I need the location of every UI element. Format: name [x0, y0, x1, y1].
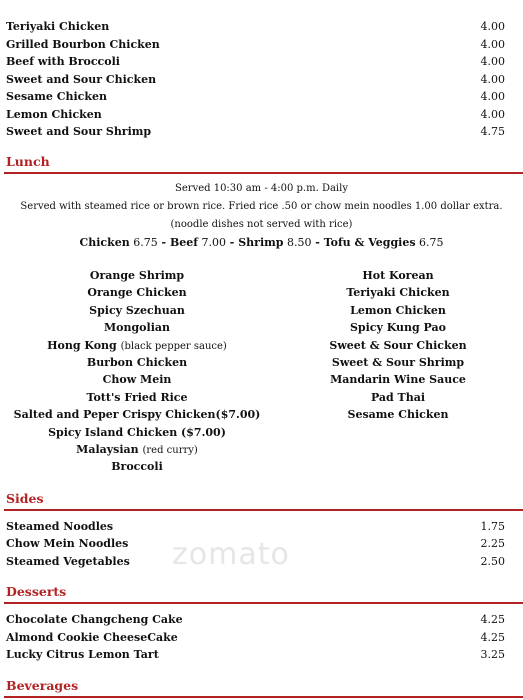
lunch-rice-note: Served with steamed rice or brown rice. Fried rice .50 or chow mein noodles 1.00 dollar extra. — [20, 201, 503, 212]
lunch-item: Spicy Kung Pao — [349, 321, 446, 335]
item-price: 4.75 — [480, 125, 505, 138]
item-name: Grilled Bourbon Chicken — [6, 37, 160, 51]
item-price: 4.00 — [480, 20, 505, 33]
item-price: 4.25 — [480, 630, 505, 644]
lunch-item: Sweet & Sour Chicken — [329, 338, 467, 352]
item-name: Steamed Vegetables — [6, 554, 130, 568]
item-price: 2.25 — [480, 537, 505, 550]
lunch-item: Sweet & Sour Shrimp — [331, 355, 465, 369]
menu-item — [6, 88, 505, 105]
menu-item — [6, 611, 505, 628]
section-divider — [4, 696, 523, 698]
combo-beef-price: 7.00 — [201, 235, 226, 249]
item-name: Sweet and Sour Shrimp — [6, 125, 152, 138]
lunch-item: Hong Kong (black pepper sauce) — [47, 338, 227, 352]
section-title-lunch: Lunch — [6, 154, 50, 169]
combo-tofu-label: Tofu & Veggies — [323, 235, 416, 249]
combo-sep: - — [311, 235, 324, 249]
combo-sep: - — [157, 235, 170, 249]
menu-item — [6, 646, 505, 663]
lunch-item: Spicy Szechuan — [89, 303, 185, 317]
menu-item — [6, 53, 505, 70]
lunch-item: Pad Thai — [370, 390, 426, 404]
lunch-item: Teriyaki Chicken — [346, 286, 450, 300]
section-title-sides: Sides — [6, 491, 44, 506]
section-divider — [4, 602, 523, 604]
combo-chicken-price: 6.75 — [133, 235, 158, 249]
lunch-hours: Served 10:30 am - 4:00 p.m. Daily — [175, 183, 348, 194]
item-name: Lucky Citrus Lemon Tart — [6, 648, 159, 661]
item-price: 4.00 — [480, 55, 505, 68]
lunch-item: Salted and Peper Crispy Chicken($7.00) — [13, 408, 261, 422]
lunch-item: Orange Shrimp — [89, 269, 185, 282]
combo-sep: - — [225, 235, 239, 249]
lunch-item: Orange Chicken — [87, 286, 187, 300]
item-price: 2.50 — [480, 554, 505, 568]
item-price: 4.00 — [480, 37, 505, 51]
lunch-item: Sesame Chicken — [347, 408, 449, 422]
menu-item — [6, 36, 505, 53]
item-name: Almond Cookie CheeseCake — [6, 630, 178, 644]
section-divider — [4, 172, 523, 174]
lunch-item: Tott's Fried Rice — [86, 390, 188, 404]
lunch-item: Lemon Chicken — [350, 303, 446, 317]
item-price: 4.00 — [480, 107, 505, 121]
item-name: Teriyaki Chicken — [6, 20, 110, 33]
section-divider — [4, 509, 523, 511]
item-name: Chocolate Changcheng Cake — [6, 613, 183, 626]
combo-tofu-price: 6.75 — [419, 235, 444, 249]
combo-chicken-label: Chicken — [79, 235, 130, 249]
combo-shrimp-label: Shrimp — [238, 235, 284, 249]
item-name: Beef with Broccoli — [6, 55, 120, 68]
lunch-item: Malaysian (red curry) — [76, 442, 198, 456]
item-name: Sweet and Sour Chicken — [6, 72, 157, 86]
lunch-item: Mandarin Wine Sauce — [330, 373, 466, 387]
section-title-desserts: Desserts — [6, 584, 67, 599]
item-name: Sesame Chicken — [6, 90, 107, 103]
item-price: 4.00 — [480, 72, 505, 86]
menu-item — [6, 18, 505, 35]
lunch-item: Mongolian — [103, 321, 171, 335]
lunch-right-column — [300, 267, 496, 424]
lunch-item: Hot Korean — [362, 269, 434, 282]
lunch-left-column — [0, 267, 274, 476]
item-price: 3.25 — [480, 648, 505, 661]
combo-beef-label: Beef — [169, 235, 198, 249]
item-name: Chow Mein Noodles — [6, 537, 129, 550]
lunch-item-note: (red curry) — [142, 444, 198, 456]
item-price: 4.25 — [480, 613, 505, 626]
combo-shrimp-price: 8.50 — [286, 235, 312, 249]
item-price: 1.75 — [480, 519, 505, 533]
lunch-item: Burbon Chicken — [86, 355, 188, 369]
lunch-noodle-note: (noodle dishes not served with rice) — [170, 218, 353, 230]
menu-item — [6, 71, 505, 88]
zomato-watermark: zomato — [172, 537, 290, 572]
menu-item — [6, 629, 505, 646]
item-name: Steamed Noodles — [6, 519, 114, 533]
lunch-combo-prices — [0, 236, 523, 249]
lunch-item: Spicy Island Chicken ($7.00) — [48, 425, 226, 439]
menu-item — [6, 123, 505, 140]
menu-item — [6, 106, 505, 123]
item-price: 4.00 — [480, 90, 505, 103]
section-title-beverages: Beverages — [6, 678, 79, 693]
menu-item — [6, 518, 505, 535]
lunch-item-note: (black pepper sauce) — [120, 340, 227, 352]
lunch-item: Broccoli — [111, 460, 163, 474]
item-name: Lemon Chicken — [6, 107, 102, 121]
lunch-item: Chow Mein — [102, 373, 172, 387]
